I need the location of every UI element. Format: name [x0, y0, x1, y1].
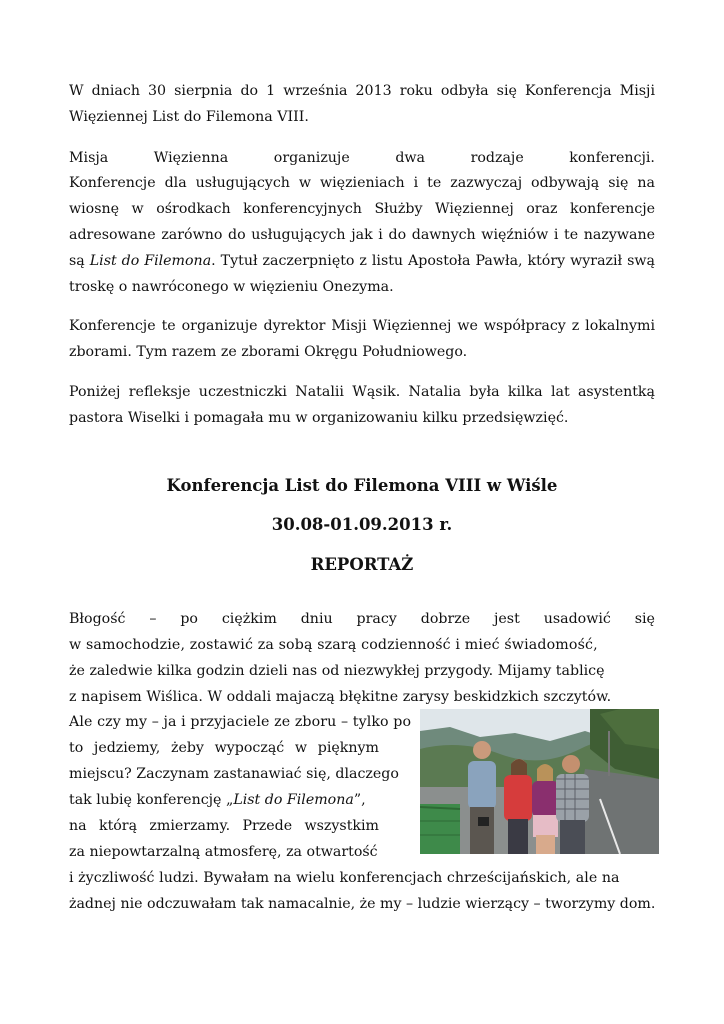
intro-paragraph-4: Poniżej refleksje uczestniczki Natalii Wąsik. Natalia była kilka lat asystentką pastora Wiselki i pomagała mu w organizowaniu kilku przedsięwzięć. — [69, 384, 655, 426]
word: konferencji. — [569, 150, 655, 166]
line-text: ”, — [353, 792, 366, 808]
report-line-6 — [69, 735, 379, 761]
word: – — [149, 611, 157, 627]
line-text: tak lubię konferencję „ — [69, 792, 234, 808]
word: Błogość — [69, 611, 126, 627]
report-line-1 — [69, 606, 655, 632]
word: wypocząć — [214, 740, 285, 756]
report-line-2: w samochodzie, zostawić za sobą szarą codzienność i mieć świadomość, — [69, 637, 598, 653]
group-photo-illustration — [420, 709, 659, 854]
word: w — [294, 740, 308, 756]
word: rodzaje — [470, 150, 524, 166]
word: się — [634, 611, 655, 627]
intro-paragraph-3: Konferencje te organizuje dyrektor Misji Więziennej we współpracy z lokalnymi zborami. Tym razem ze zborami Okręgu Południowego. — [69, 318, 655, 360]
report-line-5: Ale czy my – ja i przyjaciele ze zboru – tylko po — [69, 714, 412, 730]
report-line-4: z napisem Wiślica. W oddali majaczą błękitne zarysy beskidzkich szczytów. — [69, 689, 612, 705]
report-line-10: za niepowtarzalną atmosferę, za otwartość — [69, 844, 378, 860]
report-line-11: i życzliwość ludzi. Bywałam na wielu konferencjach chrześcijańskich, ale na — [69, 870, 620, 886]
intro-paragraph-2 — [69, 171, 655, 301]
report-line-9 — [69, 813, 379, 839]
word: którą — [98, 818, 138, 834]
italic-title: List do Filemona — [233, 792, 354, 808]
word: jedziemy, — [93, 740, 161, 756]
word: Misja — [69, 150, 109, 166]
word: wszystkim — [304, 818, 379, 834]
word: po — [180, 611, 198, 627]
report-line-8 — [69, 787, 379, 813]
italic-title: List do Filemona — [89, 252, 212, 269]
word: usadowić — [543, 611, 611, 627]
word: dwa — [395, 150, 425, 166]
word: ciężkim — [221, 611, 277, 627]
report-title: Konferencja List do Filemona VIII w Wiśle — [166, 476, 558, 495]
intro-paragraph-1: W dniach 30 sierpnia do 1 września 2013 roku odbyła się Konferencja Misji Więziennej List do Filemona VIII. — [69, 83, 655, 125]
report-label: REPORTAŻ — [310, 555, 414, 574]
word: Przede — [242, 818, 293, 834]
word: to — [69, 740, 84, 756]
word: zmierzamy. — [149, 818, 231, 834]
word: żeby — [170, 740, 204, 756]
word: na — [69, 818, 87, 834]
word: pracy — [356, 611, 397, 627]
word: organizuje — [273, 150, 350, 166]
word: pięknym — [317, 740, 379, 756]
word: dobrze — [420, 611, 471, 627]
report-line-7: miejscu? Zaczynam zastanawiać się, dlaczego — [69, 766, 399, 782]
report-line-3: że zaledwie kilka godzin dzieli nas od niezwykłej przygody. Mijamy tablicę — [69, 663, 605, 679]
intro-paragraph-2-first-line — [69, 145, 655, 171]
word: Więzienna — [153, 150, 229, 166]
paragraph-text: . Tytuł zaczerpnięto z listu Apostoła Pawła, który wyraził swą troskę o nawróconego w więzieniu Onezyma. — [69, 252, 655, 295]
paragraph-text: Konferencje dla usługujących w więzieniach i te zazwyczaj odbywają się na wiosnę w ośrodkach konferencyjnych Służby Więziennej oraz konferencje adresowane zarówno do usługujących jak i do dawnych więźniów i te nazywane są — [69, 175, 655, 269]
word: jest — [494, 611, 520, 627]
report-date: 30.08-01.09.2013 r. — [271, 515, 453, 534]
report-line-12: żadnej nie odczuwałam tak namacalnie, że my – ludzie wierzący – tworzymy dom. — [69, 896, 656, 912]
word: dniu — [300, 611, 333, 627]
group-photo — [420, 709, 659, 854]
